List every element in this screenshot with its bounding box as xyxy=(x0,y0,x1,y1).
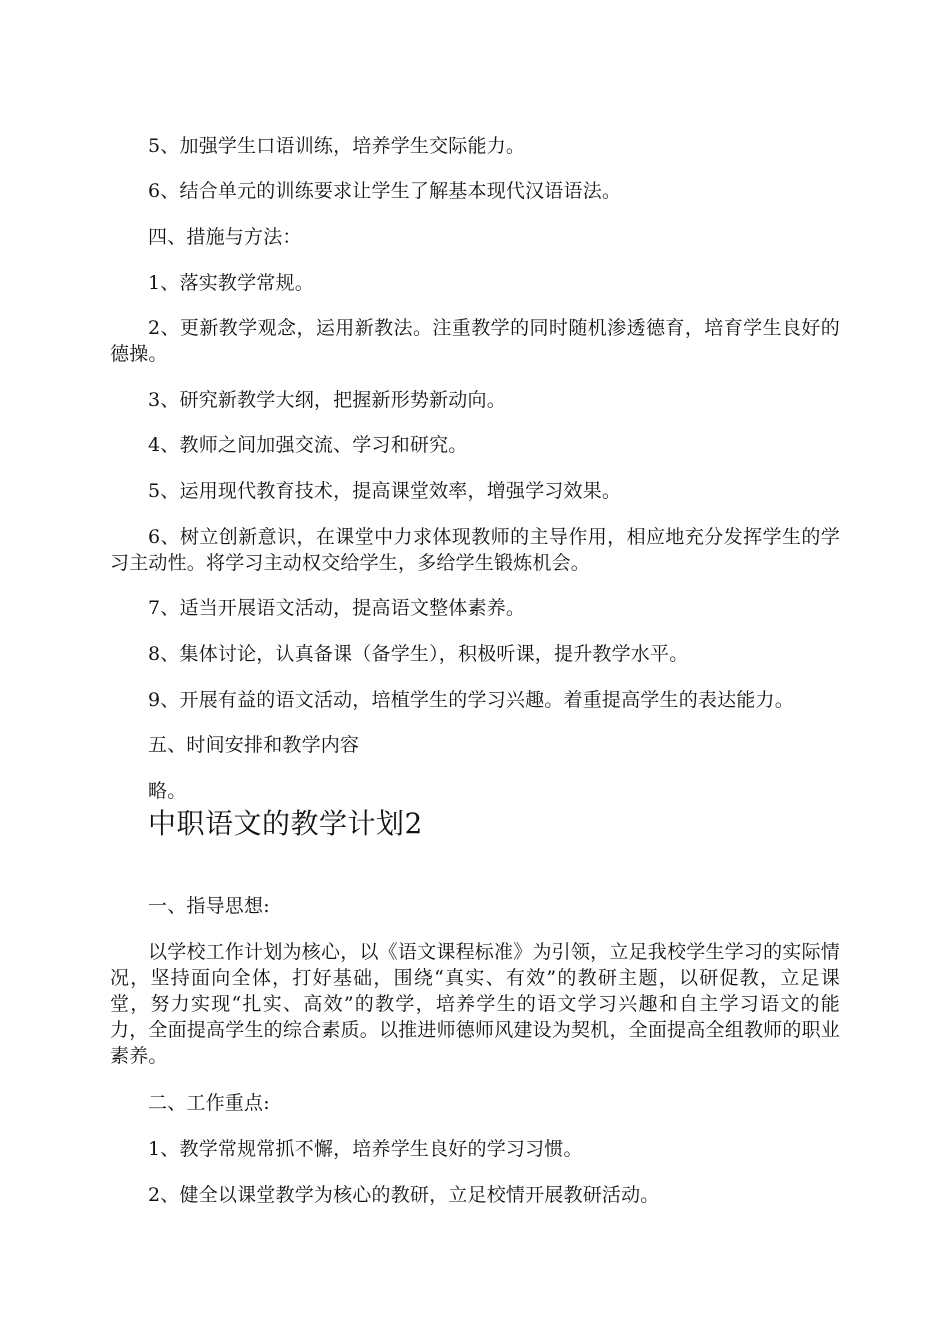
paragraph: 5、加强学生口语训练，培养学生交际能力。 xyxy=(148,135,526,157)
paragraph: 以学校工作计划为核心，以《语文课程标准》为引领，立足我校学生学习的实际情况，坚持面向全体，打好基础，围绕“真实、有效”的教研主题，以研促教，立足课堂，努力实现“扎实、高效”的教学，培养学生的语文学习兴趣和自主学习语文的能力，全面提高学生的综合素质。以推进师德师风建设为契机，全面提高全组教师的职业素养。 xyxy=(110,941,840,1067)
paragraph: 7、适当开展语文活动，提高语文整体素养。 xyxy=(148,597,526,619)
section-heading: 一、指导思想: xyxy=(148,895,270,917)
document-title: 中职语文的教学计划2 xyxy=(148,807,423,840)
paragraph: 6、树立创新意识，在课堂中力求体现教师的主导作用，相应地充分发挥学生的学习主动性。将学习主动权交给学生，多给学生锻炼机会。 xyxy=(110,526,840,574)
paragraph: 1、教学常规常抓不懈，培养学生良好的学习习惯。 xyxy=(148,1138,583,1160)
section-heading: 五、时间安排和教学内容 xyxy=(148,734,360,756)
paragraph: 3、研究新教学大纲，把握新形势新动向。 xyxy=(148,389,506,411)
paragraph: 略。 xyxy=(148,780,187,802)
paragraph: 9、开展有益的语文活动，培植学生的学习兴趣。着重提高学生的表达能力。 xyxy=(148,689,794,711)
paragraph: 4、教师之间加强交流、学习和研究。 xyxy=(148,434,468,456)
paragraph: 1、落实教学常规。 xyxy=(148,272,314,294)
paragraph: 2、更新教学观念，运用新教法。注重教学的同时随机渗透德育，培育学生良好的德操。 xyxy=(110,317,840,365)
paragraph: 5、运用现代教育技术，提高课堂效率，增强学习效果。 xyxy=(148,480,622,502)
paragraph: 2、健全以课堂教学为核心的教研，立足校情开展教研活动。 xyxy=(148,1184,660,1206)
paragraph: 6、结合单元的训练要求让学生了解基本现代汉语语法。 xyxy=(148,180,622,202)
section-heading: 四、措施与方法： xyxy=(148,226,302,248)
paragraph: 8、集体讨论，认真备课（备学生），积极听课，提升教学水平。 xyxy=(148,643,689,665)
section-heading: 二、工作重点: xyxy=(148,1092,270,1114)
